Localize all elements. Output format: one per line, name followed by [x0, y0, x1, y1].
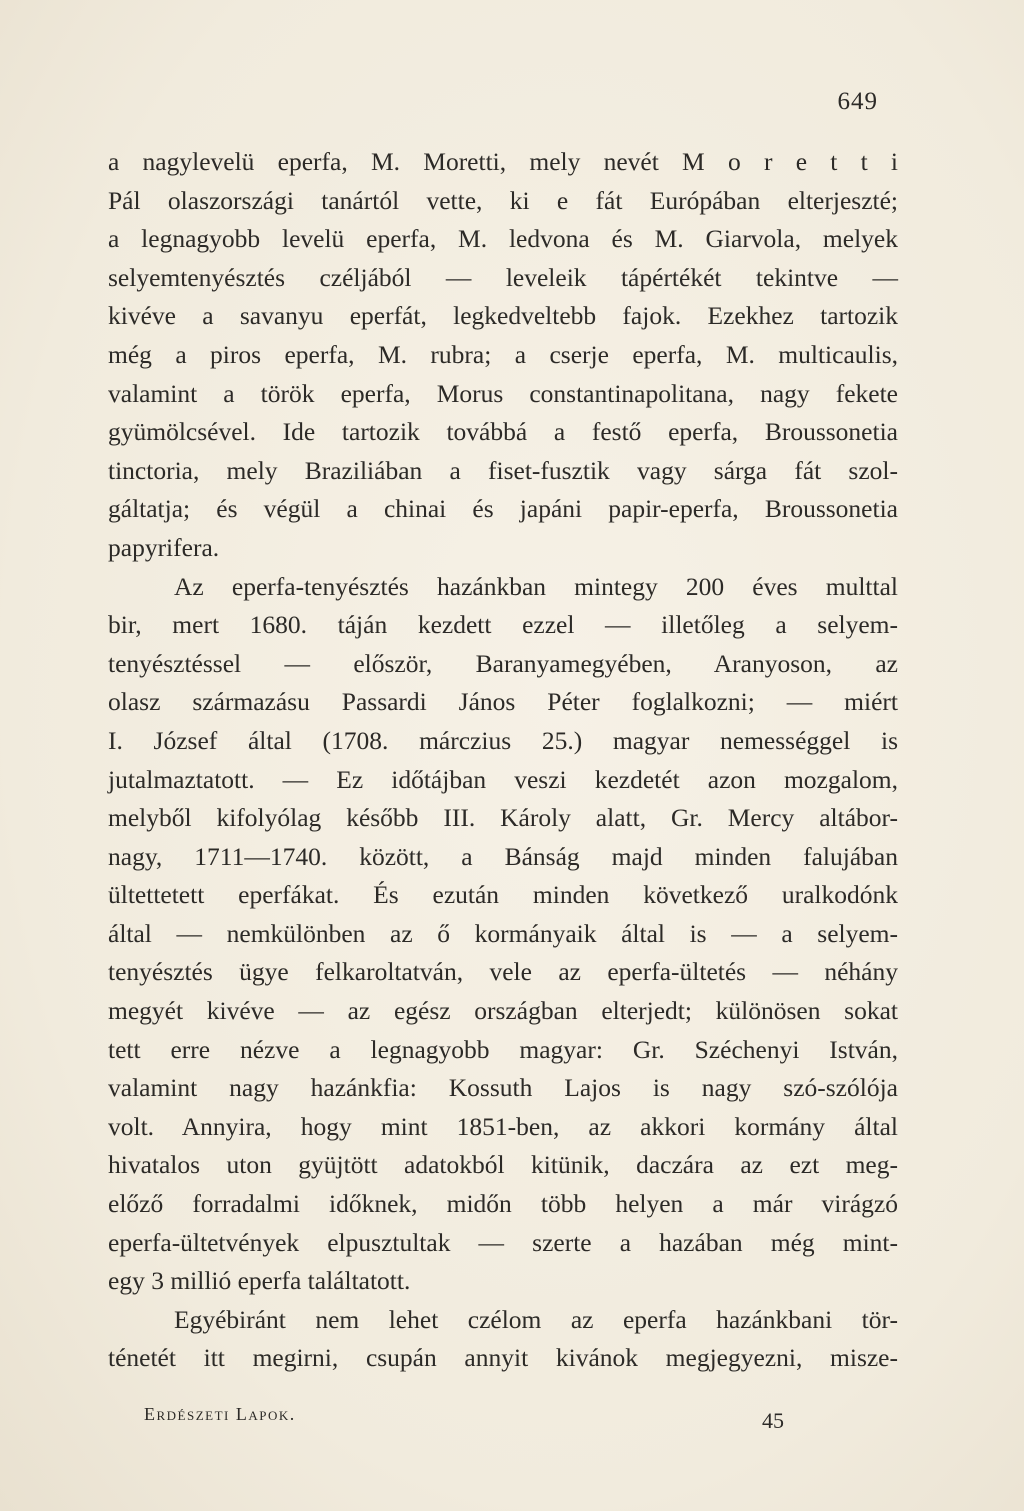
text-line: megyét kivéve — az egész országban elterjedt; különösen sokat — [108, 996, 898, 1026]
text-line: tett erre nézve a legnagyobb magyar: Gr. Széchenyi István, — [108, 1034, 898, 1064]
text-line: bir, mert 1680. táján kezdett ezzel — illetőleg a selyem- — [108, 610, 898, 640]
text-line: papyrifera. — [108, 532, 220, 562]
text-line: tenyésztés ügye felkaroltatván, vele az eperfa-ültetés — néhány — [108, 957, 898, 987]
text-line: hivatalos uton gyüjtött adatokból kitünik, daczára az ezt meg- — [108, 1150, 898, 1180]
text-line: a legnagyobb levelü eperfa, M. ledvona és M. Giarvola, melyek — [108, 224, 898, 254]
text-line: Az eperfa-tenyésztés hazánkban mintegy 200 éves multtal — [174, 571, 898, 601]
text-line: a nagylevelü eperfa, M. Moretti, mely nevét M o r e t t i — [108, 147, 898, 176]
text-line: melyből kifolyólag később III. Károly alatt, Gr. Mercy altábor- — [108, 803, 898, 833]
text-line: előző forradalmi időknek, midőn több helyen a már virágzó — [108, 1189, 898, 1219]
page-number: 649 — [837, 88, 878, 115]
text-line: tinctoria, mely Braziliában a fiset-fusztik vagy sárga fát szol- — [108, 455, 898, 485]
text-line: valamint a török eperfa, Morus constantinapolitana, nagy fekete — [108, 378, 898, 408]
text-line: kivéve a savanyu eperfát, legkedveltebb fajok. Ezekhez tartozik — [108, 301, 898, 331]
text-line: Egyébiránt nem lehet czélom az eperfa hazánkbani tör- — [174, 1304, 898, 1334]
text-line: valamint nagy hazánkfia: Kossuth Lajos is nagy szó-szólója — [108, 1073, 898, 1103]
text-line: I. József által (1708. márczius 25.) magyar nemességgel is — [108, 725, 898, 755]
text-line: egy 3 millió eperfa találtatott. — [108, 1266, 411, 1296]
text-line: még a piros eperfa, M. rubra; a cserje eperfa, M. multicaulis, — [108, 339, 898, 369]
text-line: nagy, 1711—1740. között, a Bánság majd minden falujában — [108, 841, 898, 871]
page-footer — [144, 1404, 784, 1434]
text-line: eperfa-ültetvények elpusztultak — szerte a hazában még mint- — [108, 1227, 898, 1257]
text-line: ténetét itt megirni, csupán annyit kivánok megjegyezni, misze- — [108, 1343, 898, 1373]
text-line: által — nemkülönben az ő kormányaik által is — a selyem- — [108, 918, 898, 948]
text-line: gáltatja; és végül a chinai és japáni papir-eperfa, Broussonetia — [108, 494, 898, 524]
text-line: gyümölcsével. Ide tartozik továbbá a festő eperfa, Broussonetia — [108, 417, 898, 447]
text-line: olasz származásu Passardi János Péter foglalkozni; — miért — [108, 687, 898, 717]
journal-title: Erdészeti Lapok. — [144, 1404, 296, 1424]
text-line: volt. Annyira, hogy mint 1851-ben, az akkori kormány által — [108, 1111, 898, 1141]
text-line: ültettetett eperfákat. És ezután minden következő uralkodónk — [108, 880, 898, 910]
body-text — [108, 143, 898, 1378]
text-line: jutalmaztatott. — Ez időtájban veszi kezdetét azon mozgalom, — [108, 764, 898, 794]
text-line: Pál olaszországi tanártól vette, ki e fát Európában elterjeszté; — [108, 185, 898, 215]
signature-mark: 45 — [762, 1408, 784, 1433]
text-line: tenyésztéssel — először, Baranyamegyében, Aranyoson, az — [108, 648, 898, 678]
text-line: selyemtenyésztés czéljából — leveleik tápértékét tekintve — — [108, 262, 898, 292]
